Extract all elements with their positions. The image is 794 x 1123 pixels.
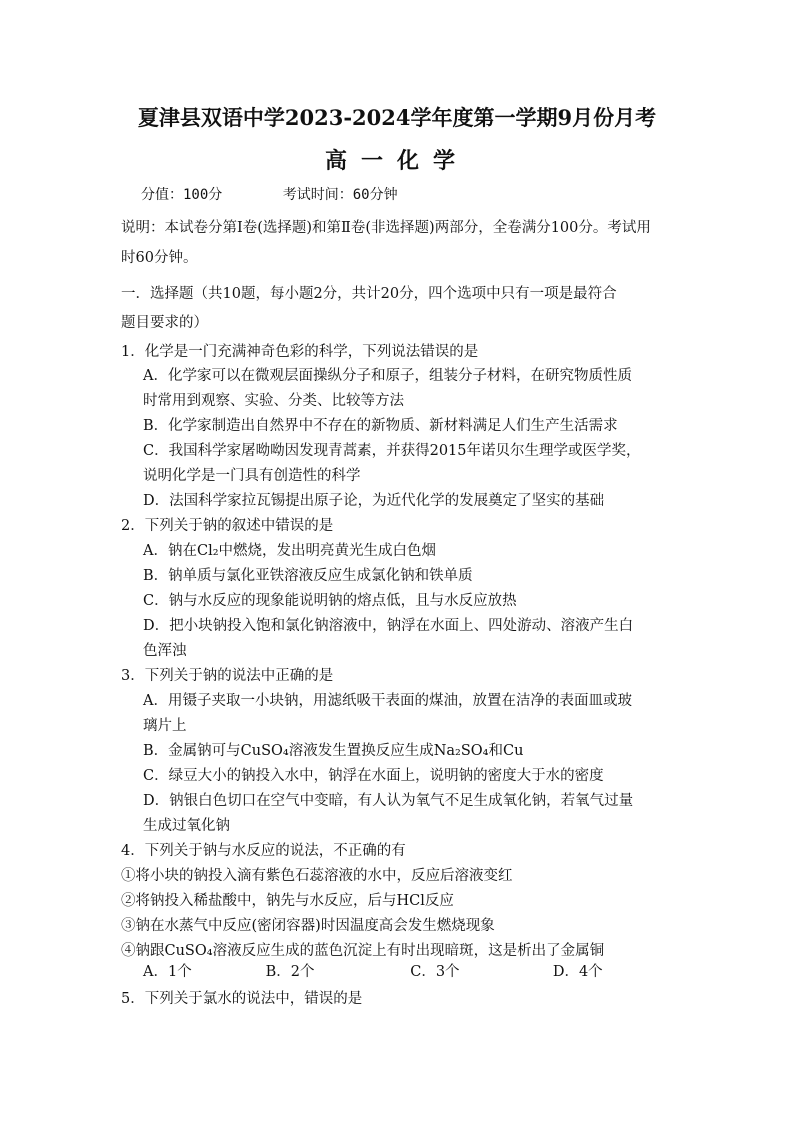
question-4-statement-3: ③钠在水蒸气中反应(密闭容器)时因温度高会发生燃烧现象 xyxy=(121,918,495,934)
question-4-options xyxy=(143,960,603,981)
score-info: 分值：100分 xyxy=(141,187,223,203)
question-4-option-a: A．1个 xyxy=(143,964,192,980)
section-heading-line-1: 一．选择题（共10题，每小题2分，共计20分，四个选项中只有一项是最符合 xyxy=(121,286,617,302)
question-5-stem: 5．下列关于氯水的说法中，错误的是 xyxy=(121,991,363,1007)
question-2-option-c: C．钠与水反应的现象能说明钠的熔点低，且与水反应放热 xyxy=(143,593,517,609)
question-3-option-b: B．金属钠可与CuSO₄溶液发生置换反应生成Na₂SO₄和Cu xyxy=(143,743,524,759)
question-1-option-b: B．化学家制造出自然界中不存在的新物质、新材料满足人们生产生活需求 xyxy=(143,418,618,434)
exam-subtitle: 高一化学 xyxy=(324,148,469,174)
question-1-option-c-cont: 说明化学是一门具有创造性的科学 xyxy=(143,468,361,484)
section-heading-line-2: 题目要求的） xyxy=(121,315,208,331)
question-3-option-d-cont: 生成过氧化钠 xyxy=(143,818,230,834)
question-3-option-d: D．钠银白色切口在空气中变暗，有人认为氧气不足生成氧化钠，若氧气过量 xyxy=(143,793,634,809)
question-4-stem: 4．下列关于钠与水反应的说法，不正确的有 xyxy=(121,843,406,859)
question-4-option-c: C．3个 xyxy=(410,964,460,980)
question-2-option-d-cont: 色浑浊 xyxy=(143,643,187,659)
question-3-option-c: C．绿豆大小的钠投入水中，钠浮在水面上，说明钠的密度大于水的密度 xyxy=(143,768,604,784)
question-2-stem: 2．下列关于钠的叙述中错误的是 xyxy=(121,518,334,534)
question-1-option-a-cont: 时常用到观察、实验、分类、比较等方法 xyxy=(143,393,404,409)
question-4-option-b: B．2个 xyxy=(265,964,315,980)
question-1-stem: 1．化学是一门充满神奇色彩的科学，下列说法错误的是 xyxy=(121,344,479,360)
question-1-option-a: A．化学家可以在微观层面操纵分子和原子，组装分子材料，在研究物质性质 xyxy=(143,368,632,384)
question-3-option-a-cont: 璃片上 xyxy=(143,718,187,734)
question-2-option-d: D．把小块钠投入饱和氯化钠溶液中，钠浮在水面上、四处游动、溶液产生白 xyxy=(143,618,634,634)
time-info: 考试时间：60分钟 xyxy=(282,187,398,203)
question-1-option-c: C．我国科学家屠呦呦因发现青蒿素，并获得2015年诺贝尔生理学或医学奖， xyxy=(143,443,641,459)
question-4-statement-4: ④钠跟CuSO₄溶液反应生成的蓝色沉淀上有时出现暗斑，这是析出了金属铜 xyxy=(121,943,605,959)
question-1-option-d: D．法国科学家拉瓦锡提出原子论，为近代化学的发展奠定了坚实的基础 xyxy=(143,493,605,509)
instructions-line-1: 说明：本试卷分第Ⅰ卷(选择题)和第Ⅱ卷(非选择题)两部分，全卷满分100分。考试用 xyxy=(121,220,651,236)
exam-title: 夏津县双语中学2023-2024学年度第一学期9月份月考 xyxy=(137,105,657,130)
question-2-option-a: A．钠在Cl₂中燃烧，发出明亮黄光生成白色烟 xyxy=(143,543,437,559)
exam-meta xyxy=(141,184,450,204)
question-3-stem: 3．下列关于钠的说法中正确的是 xyxy=(121,668,334,684)
question-3-option-a: A．用镊子夹取一小块钠，用滤纸吸干表面的煤油，放置在洁净的表面皿或玻 xyxy=(143,693,632,709)
question-2-option-b: B．钠单质与氯化亚铁溶液反应生成氯化钠和铁单质 xyxy=(143,568,473,584)
question-4-option-d: D．4个 xyxy=(552,964,603,980)
instructions-line-2: 时60分钟。 xyxy=(121,250,198,266)
question-4-statement-1: ①将小块的钠投入滴有紫色石蕊溶液的水中，反应后溶液变红 xyxy=(121,868,513,884)
question-4-statement-2: ②将钠投入稀盐酸中，钠先与水反应，后与HCl反应 xyxy=(121,893,454,909)
